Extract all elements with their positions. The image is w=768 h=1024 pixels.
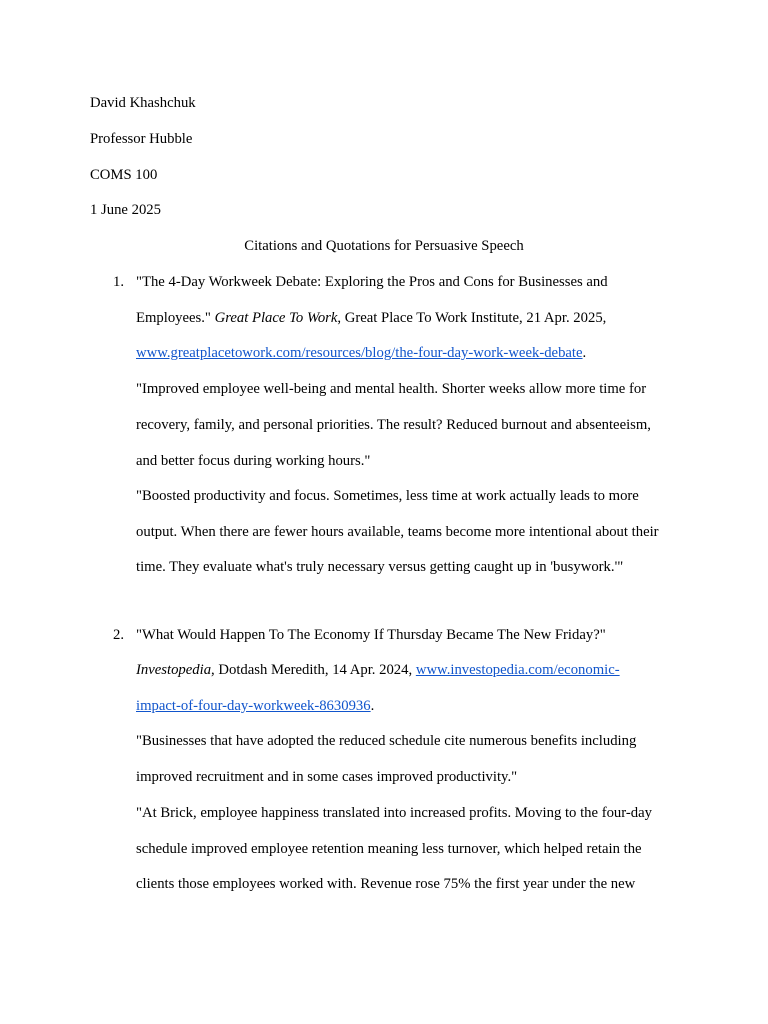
citation-container: Investopedia xyxy=(136,662,212,678)
quote-line: "Improved employee well-being and mental health. Shorter weeks allow more time for xyxy=(136,381,647,397)
quote-line: recovery, family, and personal priorities. The result? Reduced burnout and absenteeism, xyxy=(136,417,651,433)
quote-line: "At Brick, employee happiness translated into increased profits. Moving to the four-day xyxy=(136,805,652,821)
quote-line: "Businesses that have adopted the reduced schedule cite numerous benefits including xyxy=(136,733,637,749)
citation-title: "The 4-Day Workweek Debate: Exploring the Pros and Cons for Businesses and xyxy=(136,274,608,290)
citation-title: "What Would Happen To The Economy If Thursday Became The New Friday?" xyxy=(136,627,606,643)
citation-publisher: , Great Place To Work Institute, 21 Apr. 2025, xyxy=(337,310,607,326)
author-name: David Khashchuk xyxy=(90,95,196,111)
list-number: 1. xyxy=(113,274,125,290)
quote-line: output. When there are fewer hours available, teams become more intentional about their xyxy=(136,524,659,540)
quote-line: schedule improved employee retention meaning less turnover, which helped retain the xyxy=(136,841,642,857)
professor-name: Professor Hubble xyxy=(90,131,193,147)
citation-title-cont: Employees." xyxy=(136,310,211,326)
quote-line: and better focus during working hours." xyxy=(136,453,371,469)
citation-line xyxy=(136,309,606,327)
citation-publisher: , Dotdash Meredith, 14 Apr. 2024, xyxy=(211,662,413,678)
quote-line: clients those employees worked with. Revenue rose 75% the first year under the new xyxy=(136,876,636,892)
citation-url-end: . xyxy=(582,345,587,361)
quote-line: improved recruitment and in some cases improved productivity." xyxy=(136,769,518,785)
list-number: 2. xyxy=(113,627,125,643)
document-title: Citations and Quotations for Persuasive Speech xyxy=(244,238,524,254)
citation-link[interactable]: www.greatplacetowork.com/resources/blog/the-four-day-work-week-debate xyxy=(136,345,583,361)
citation-url-line xyxy=(136,697,374,715)
quote-line: time. They evaluate what's truly necessary versus getting caught up in 'busywork.'" xyxy=(136,559,624,575)
document-date: 1 June 2025 xyxy=(90,202,161,218)
citation-link-cont[interactable]: impact-of-four-day-workweek-8630936 xyxy=(136,698,371,714)
citation-url-end: . xyxy=(370,698,375,714)
citation-link[interactable]: www.investopedia.com/economic- xyxy=(415,662,620,678)
course-name: COMS 100 xyxy=(90,167,158,183)
citation-line xyxy=(136,661,620,679)
quote-line: "Boosted productivity and focus. Sometimes, less time at work actually leads to more xyxy=(136,488,639,504)
citation-url-line xyxy=(136,344,586,362)
citation-container: Great Place To Work xyxy=(214,310,338,326)
